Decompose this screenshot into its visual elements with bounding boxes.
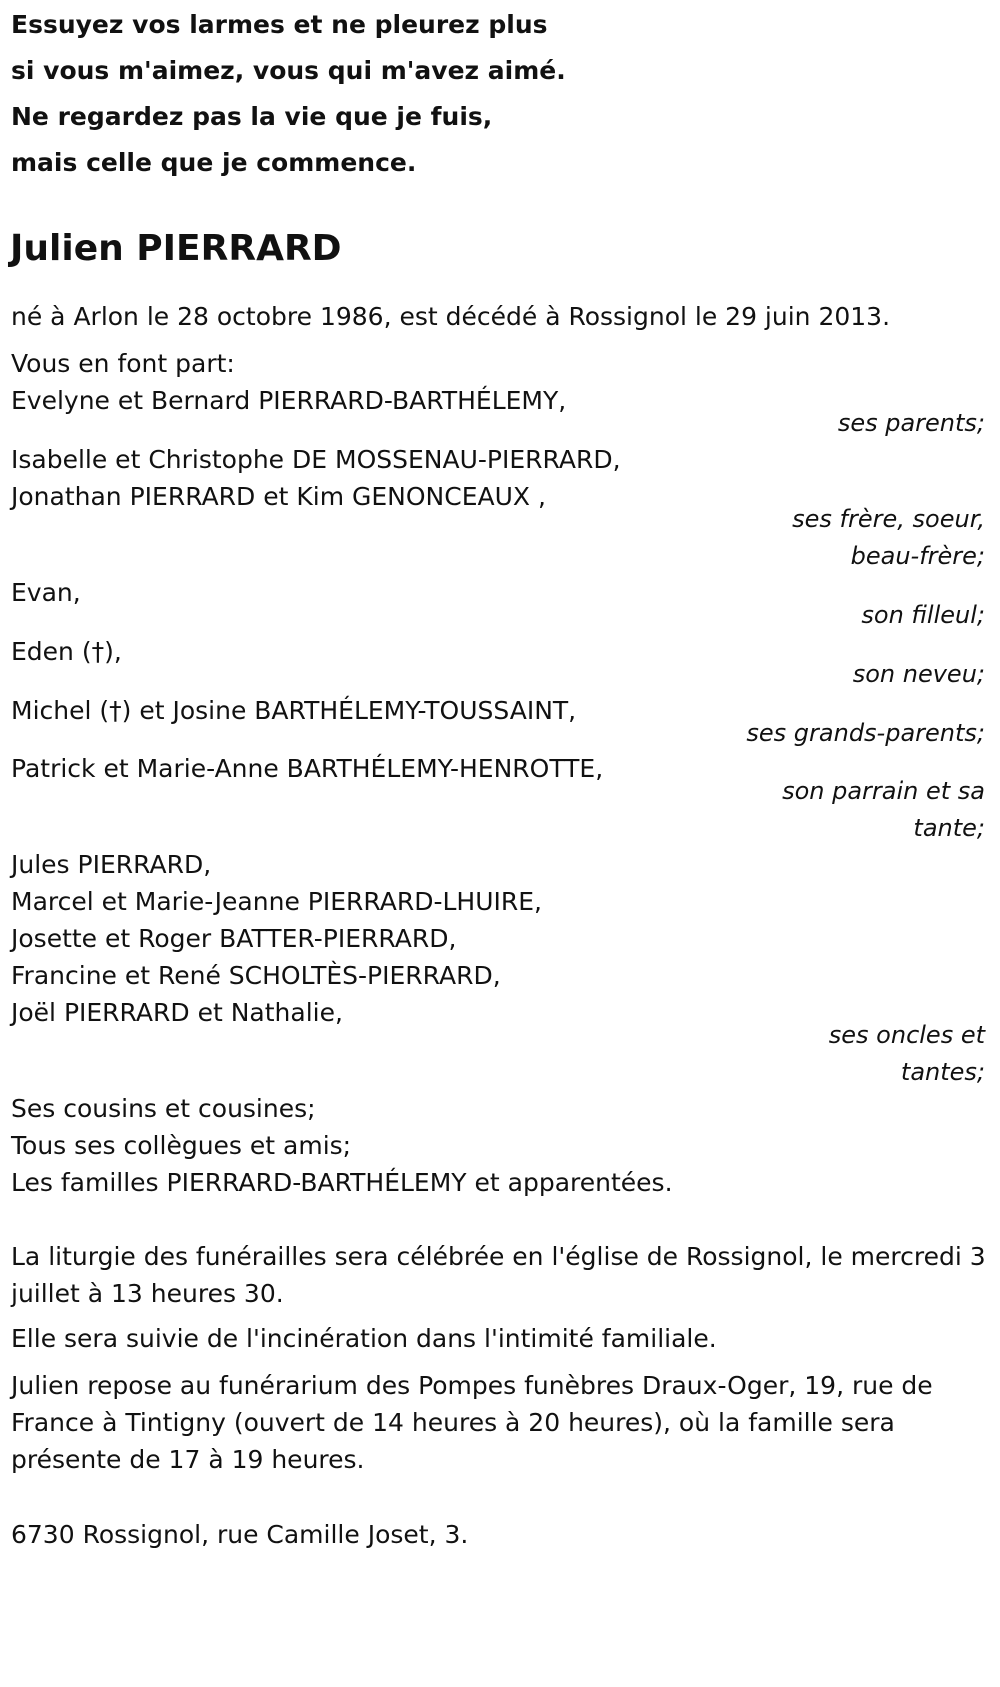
liturgy-paragraph: La liturgie des funérailles sera célébrée en l'église de Rossignol, le mercredi 3 juillet à 13 heures 30. [11, 1242, 986, 1308]
poem-line: mais celle que je commence. [11, 148, 417, 177]
nephew-name: Eden (†), [11, 637, 122, 666]
godfather-relation: son parrain et sa [782, 777, 985, 805]
uncle-line: Marcel et Marie-Jeanne PIERRARD-LHUIRE, [11, 887, 542, 916]
uncle-line: Joël PIERRARD et Nathalie, [11, 998, 343, 1027]
birth-death-line: né à Arlon le 28 octobre 1986, est décédé à Rossignol le 29 juin 2013. [11, 302, 891, 331]
others-line: Les familles PIERRARD-BARTHÉLEMY et apparentées. [11, 1168, 673, 1197]
poem-line: si vous m'aimez, vous qui m'avez aimé. [11, 56, 566, 85]
deceased-name: Julien PIERRARD [10, 228, 342, 269]
uncle-line: Jules PIERRARD, [11, 850, 212, 879]
uncle-line: Josette et Roger BATTER-PIERRARD, [11, 924, 457, 953]
godfather-relation: tante; [913, 814, 985, 842]
siblings-line: Isabelle et Christophe DE MOSSENAU-PIERRARD, [11, 445, 621, 474]
godson-relation: son filleul; [861, 601, 985, 629]
others-line: Tous ses collègues et amis; [11, 1131, 352, 1160]
parents-relation: ses parents; [837, 409, 985, 437]
uncles-relation: ses oncles et [828, 1021, 985, 1049]
godson-name: Evan, [11, 578, 81, 607]
poem [11, 2, 566, 186]
siblings-relation: ses frère, soeur, [792, 505, 985, 533]
uncle-line: Francine et René SCHOLTÈS-PIERRARD, [11, 961, 501, 990]
poem-line: Ne regardez pas la vie que je fuis, [11, 102, 493, 131]
address: 6730 Rossignol, rue Camille Joset, 3. [11, 1520, 469, 1549]
grandparents-names: Michel (†) et Josine BARTHÉLEMY-TOUSSAINT, [11, 696, 577, 725]
uncles-relation: tantes; [900, 1058, 985, 1086]
nephew-relation: son neveu; [852, 660, 985, 688]
incineration-paragraph: Elle sera suivie de l'incinération dans l'intimité familiale. [11, 1324, 717, 1353]
parents-names: Evelyne et Bernard PIERRARD-BARTHÉLEMY, [11, 386, 567, 415]
godfather-names: Patrick et Marie-Anne BARTHÉLEMY-HENROTTE, [11, 754, 604, 783]
others-line: Ses cousins et cousines; [11, 1094, 316, 1123]
grandparents-relation: ses grands-parents; [746, 719, 985, 747]
siblings-relation: beau-frère; [850, 542, 985, 570]
funerarium-paragraph: Julien repose au funérarium des Pompes funèbres Draux-Oger, 19, rue de France à Tintigny (ouvert de 14 heures à 20 heures), où la famille sera présente de 17 à 19 heures. [11, 1371, 933, 1474]
poem-line: Essuyez vos larmes et ne pleurez plus [11, 10, 548, 39]
siblings-line: Jonathan PIERRARD et Kim GENONCEAUX , [11, 482, 546, 511]
announce-line: Vous en font part: [11, 349, 235, 378]
